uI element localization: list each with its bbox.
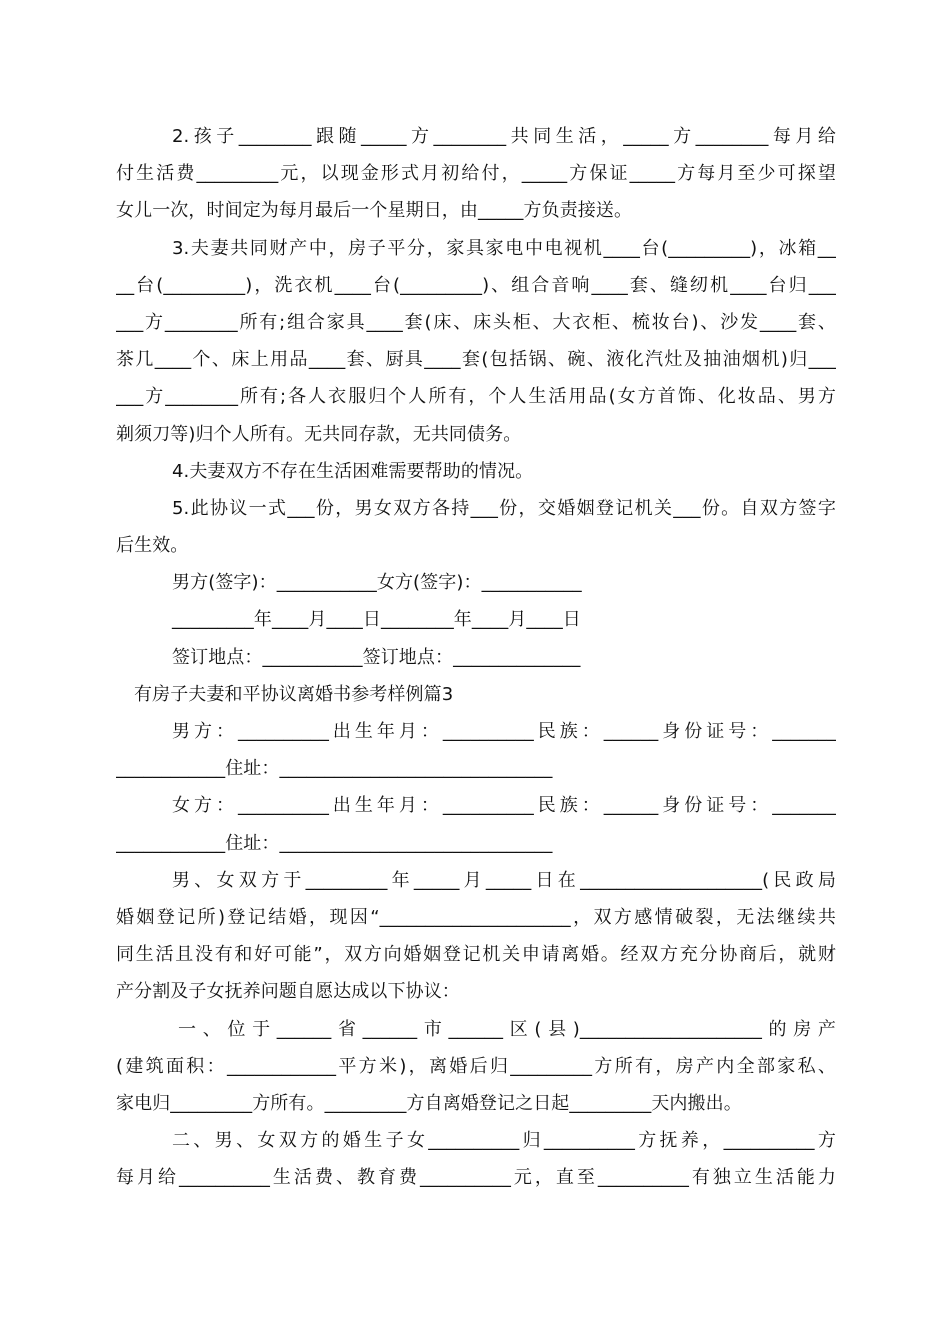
text-line: 每月给__________生活费、教育费__________元，直至__________有独立生活能力 [116, 1167, 836, 1189]
text-line: ____________住址：______________________________ [116, 758, 553, 780]
signing-place-line: 签订地点：___________签订地点：______________ [172, 646, 581, 668]
document-page [116, 118, 836, 1196]
date-line: _________年____月____日________年____月____日 [172, 609, 581, 631]
text-line: 茶几____个、床上用品____套、厨具____套(包括锅、碗、液化汽灶及抽油烟机)归___ [116, 349, 836, 371]
text-line: 女儿一次，时间定为每月最后一个星期日，由_____方负责接送。 [116, 200, 633, 222]
text-line: 4.夫妻双方不存在生活困难需要帮助的情况。 [172, 460, 534, 482]
text-line: 男、女双方于_________年_____月_____日在____________________(民政局 [172, 869, 836, 891]
text-line: 付生活费_________元，以现金形式月初给付，_____方保证_____方每月至少可探望 [116, 163, 836, 185]
text-line: ____________住址：______________________________ [116, 832, 553, 854]
text-line: 女方：__________出生年月：__________民族：______身份证号：_______ [172, 795, 836, 817]
text-line: 2.孩子________跟随_____方________共同生活，_____方________每月给 [172, 126, 836, 147]
text-line: 家电归_________方所有。_________方自离婚登记之日起_________天内搬出。 [116, 1092, 742, 1114]
text-line: __台(_________)，洗衣机____台(_________)、组合音响____套、缝纫机____台归___ [116, 274, 836, 296]
text-line: 剃须刀等)归个人所有。无共同存款，无共同债务。 [116, 423, 522, 445]
text-line: ___方________所有;各人衣服归个人所有，个人生活用品(女方首饰、化妆品、男方 [116, 386, 836, 408]
signature-line: 男方(签字)：___________女方(签字)：___________ [172, 572, 582, 594]
text-line: 一、位于______省______市______区(县)____________________的房产 [178, 1018, 836, 1040]
text-line: 同生活且没有和好可能”，双方向婚姻登记机关申请离婚。经双方充分协商后，就财 [116, 944, 836, 966]
text-line: 二、男、女双方的婚生子女__________归__________方抚养，__________方 [172, 1130, 836, 1152]
text-line: 男方：__________出生年月：__________民族：______身份证号：_______ [172, 721, 836, 742]
section-heading: 有房子夫妻和平协议离婚书参考样例篇3 [134, 683, 454, 705]
text-line: 后生效。 [116, 535, 189, 557]
text-line: 3.夫妻共同财产中，房子平分，家具家电中电视机____台(_________)，冰箱__ [172, 237, 836, 259]
text-line: (建筑面积：____________平方米)，离婚后归_________方所有，房产内全部家私、 [116, 1055, 836, 1077]
text-line: ___方________所有;组合家具____套(床、床头柜、大衣柜、梳妆台)、沙发____套、 [116, 311, 836, 333]
text-line: 5.此协议一式___份，男女双方各持___份，交婚姻登记机关___份。自双方签字 [172, 497, 836, 519]
text-line: 婚姻登记所)登记结婚，现因“_____________________，双方感情破裂，无法继续共 [116, 906, 836, 928]
text-line: 产分割及子女抚养问题自愿达成以下协议： [116, 981, 460, 1003]
